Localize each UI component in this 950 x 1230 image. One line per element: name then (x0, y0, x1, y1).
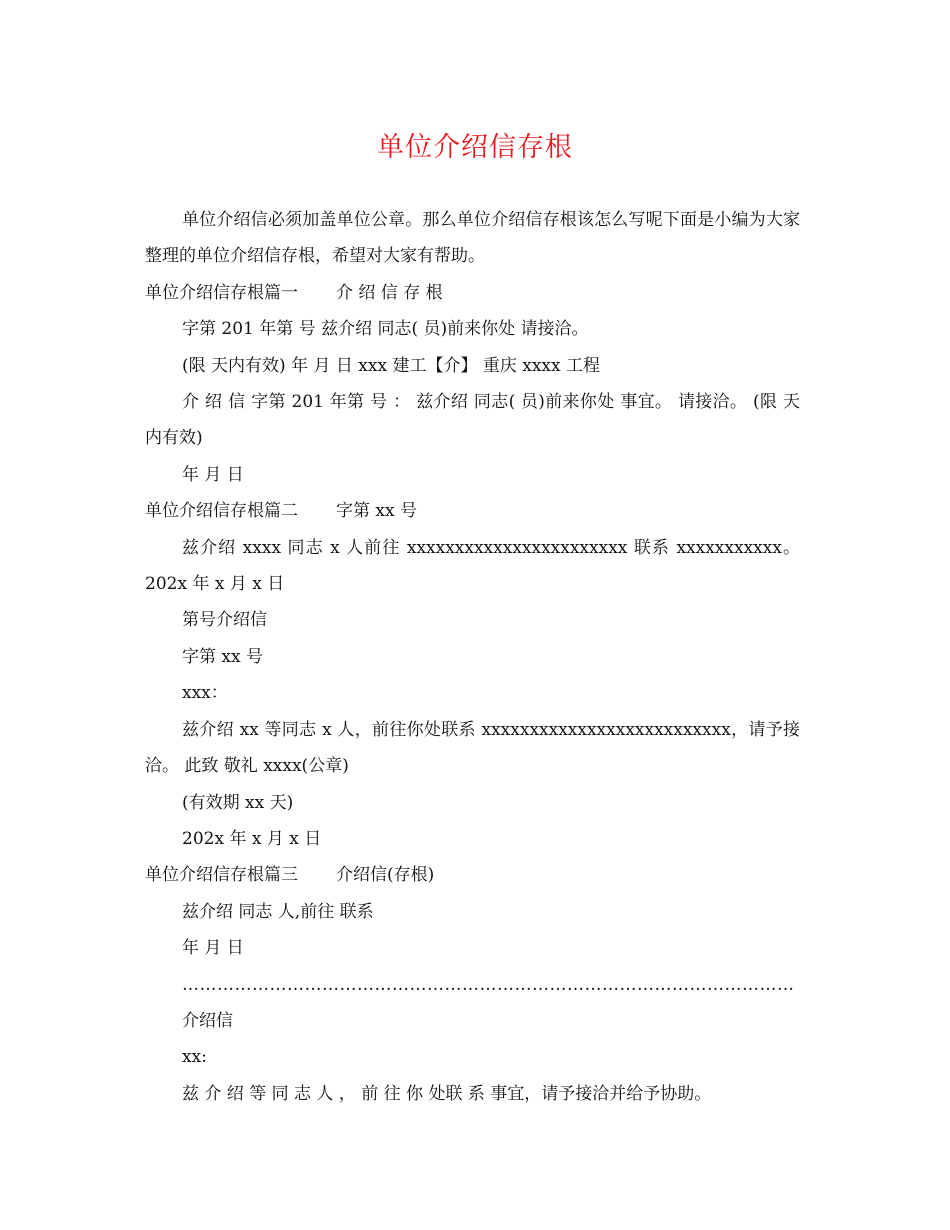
separator-line: …………………………………………………………………………………………… (182, 974, 795, 995)
date-line: 202x 年 x 月 x 日 (182, 828, 322, 849)
text-line: (限 天内有效) 年 月 日 xxx 建工【介】 重庆 xxxx 工程 (182, 355, 601, 376)
date-line: 年 月 日 (182, 938, 244, 959)
section-heading-2 (145, 493, 800, 529)
section-title: 单位介绍信存根篇一 (145, 282, 298, 303)
section-title: 单位介绍信存根篇二 (145, 501, 298, 522)
text-line: 字第 201 年第 号 兹介绍 同志( 员)前来你处 请接洽。 (182, 319, 589, 340)
section-heading-3 (145, 857, 800, 893)
text-line: (有效期 xx 天) (182, 792, 294, 813)
page-title: 单位介绍信存根 (377, 132, 573, 163)
text-line: 兹介绍 同志 人,前往 联系 (182, 901, 374, 922)
section-subtitle: 字第 xx 号 (336, 501, 417, 522)
text-line: 介绍信 (182, 1010, 233, 1031)
section-subtitle: 介绍信(存根) (336, 865, 435, 886)
text-line: 字第 xx 号 (182, 646, 263, 667)
salutation-line: xxx： (182, 683, 228, 704)
text-line: 兹介绍 xx 等同志 x 人，前往你处联系 xxxxxxxxxxxxxxxxxxxxxxxxxx，请予接洽。 此致 敬礼 xxxx(公章) (145, 719, 800, 777)
intro-paragraph: 单位介绍信必须加盖单位公章。那么单位介绍信存根该怎么写呢下面是小编为大家整理的单位介绍信存根，希望对大家有帮助。 (145, 210, 800, 267)
text-line: 介 绍 信 字第 201 年第 号 ： 兹介绍 同志( 员)前来你处 事宜。 请接洽。 (限 天内有效) (145, 392, 800, 449)
date-line: 年 月 日 (182, 464, 244, 485)
document-body (145, 202, 800, 1112)
section-title: 单位介绍信存根篇三 (145, 865, 298, 886)
section-heading-1 (145, 275, 800, 311)
text-line: 第号介绍信 (182, 610, 267, 631)
text-line: 兹介绍 xxxx 同志 x 人前往 xxxxxxxxxxxxxxxxxxxxxxx 联系 xxxxxxxxxxx。 202x 年 x 月 x 日 (145, 537, 800, 595)
section-subtitle: 介 绍 信 存 根 (336, 282, 443, 303)
salutation-line: xx: (182, 1047, 207, 1068)
text-line: 兹 介 绍 等 同 志 人 ， 前 往 你 处联 系 事宜，请予接洽并给予协助。 (182, 1083, 712, 1104)
